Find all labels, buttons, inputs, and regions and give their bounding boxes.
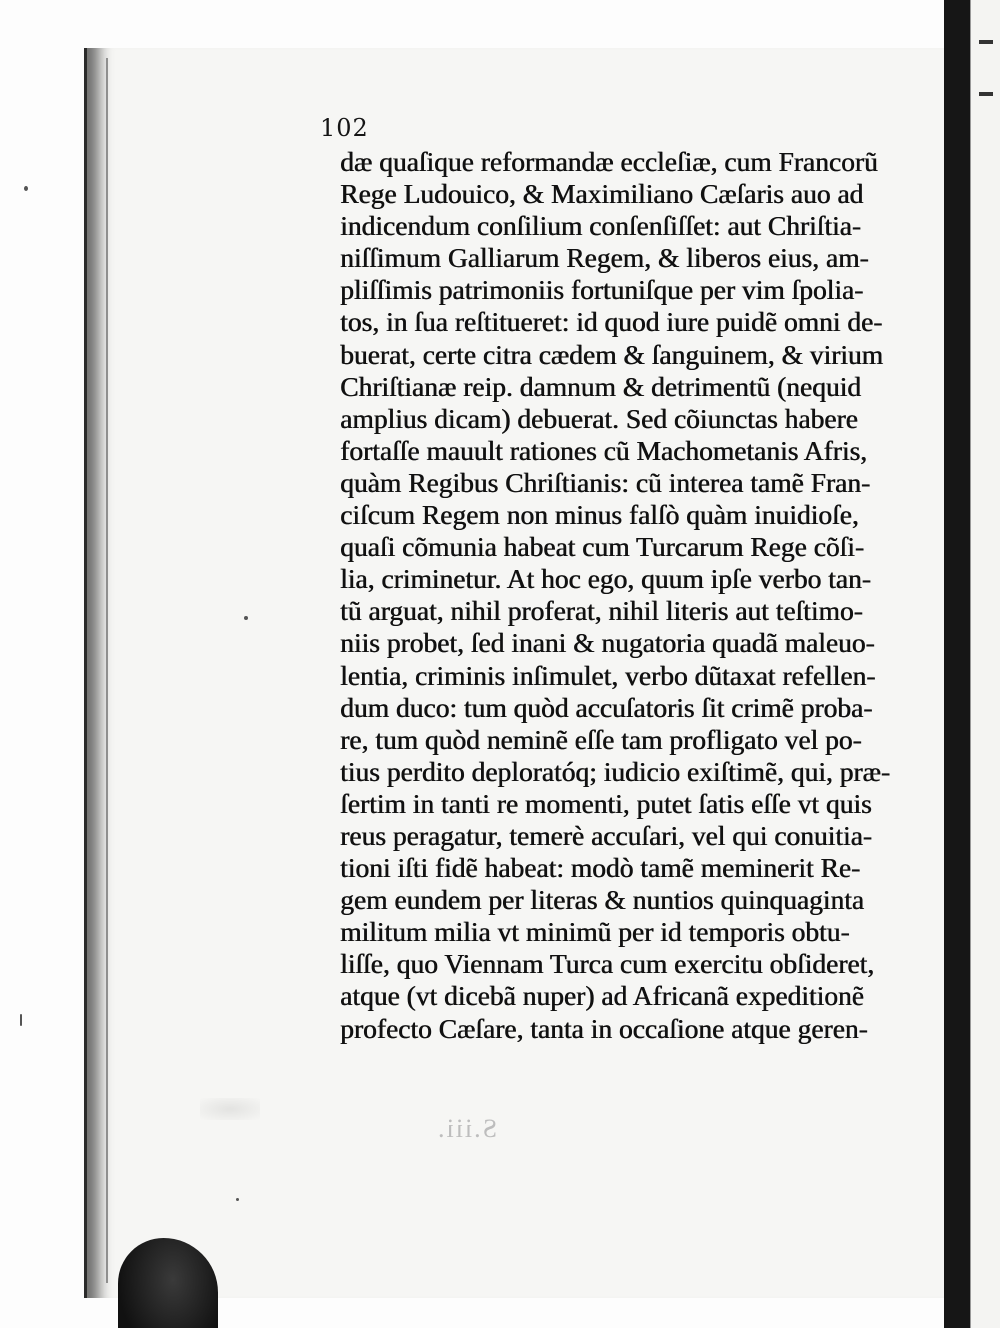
dust-speck	[20, 1014, 22, 1026]
text-line: indicendum conſilium conſenſiſſet: aut Chriſtia-	[340, 210, 861, 242]
text-line: tũ arguat, nihil proferat, nihil literis aut teſtimo-	[340, 595, 863, 627]
text-line: amplius dicam) debuerat. Sed cõiunctas habere	[340, 402, 858, 434]
text-line: dæ quaſique reformandæ eccleſiæ, cum Francorũ	[340, 146, 878, 177]
text-line: tioni iſti fidẽ habeat: modò tamẽ meminerit Re-	[340, 852, 861, 884]
dust-speck	[24, 186, 28, 191]
page-number: 102	[320, 114, 369, 142]
show-through-smudge	[200, 1098, 260, 1120]
text-line: Chriſtianæ reip. damnum & detrimentũ (nequid	[340, 370, 861, 402]
edge-mark	[979, 40, 993, 44]
book-edge-strip	[970, 0, 1000, 1328]
text-line: lia, criminetur. At hoc ego, quum ipſe verbo tan-	[340, 563, 871, 595]
text-line: atque (vt dicebã nuper) ad Africanã expeditionẽ	[340, 980, 864, 1012]
text-line: quaſi cõmunia habeat cum Turcarum Rege cõſi-	[340, 531, 864, 563]
dust-speck	[236, 1198, 239, 1201]
text-line: niſſimum Galliarum Regem, & liberos eius, am-	[340, 242, 869, 274]
edge-mark	[979, 92, 993, 96]
text-line: dum duco: tum quòd accuſatoris ſit crimẽ proba-	[340, 691, 873, 723]
dust-speck	[244, 616, 248, 620]
text-line: liſſe, quo Viennam Turca cum exercitu obſideret,	[340, 948, 874, 980]
text-line: niis probet, ſed inani & nugatoria quadã maleuo-	[340, 627, 875, 659]
text-line: Rege Ludouico, & Maximiliano Cæſaris auo ad	[340, 178, 864, 210]
text-line: fortaſſe mauult rationes cũ Machometanis Afris,	[340, 434, 867, 466]
text-line: tius perdito deploratóq; iudicio exiſtimẽ, qui, præ-	[340, 755, 890, 787]
text-line: lentia, criminis inſimulet, verbo dũtaxat refellen-	[340, 659, 876, 691]
text-line: quàm Regibus Chriſtianis: cũ interea tamẽ Fran-	[340, 466, 871, 498]
text-line: tos, in ſua reſtitueret: id quod iure puidẽ omni de-	[340, 306, 883, 338]
show-through-signature: S.iii.	[436, 1114, 498, 1143]
text-line: buerat, certe citra cædem & ſanguinem, & virium	[340, 338, 883, 370]
text-line: gem eundem per literas & nuntios quinquaginta	[340, 884, 864, 916]
body-text	[340, 146, 910, 1045]
text-line: pliſſimis patrimoniis fortuniſque per vim ſpolia-	[340, 274, 864, 306]
text-line: reus peragatur, temerè accuſari, vel qui conuitia-	[340, 819, 872, 851]
text-line: re, tum quòd neminẽ eſſe tam profligato vel po-	[340, 723, 862, 755]
text-line: ciſcum Regem non minus falſò quàm inuidioſe,	[340, 499, 859, 531]
text-line: ſertim in tanti re momenti, putet ſatis eſſe vt quis	[340, 787, 872, 819]
text-line: profecto Cæſare, tanta in occaſione atque geren-	[340, 1012, 868, 1044]
page-gutter-shadow	[106, 58, 108, 1283]
book-edge-dark	[944, 0, 970, 1328]
text-line: militum milia vt minimũ per id temporis obtu-	[340, 916, 850, 948]
